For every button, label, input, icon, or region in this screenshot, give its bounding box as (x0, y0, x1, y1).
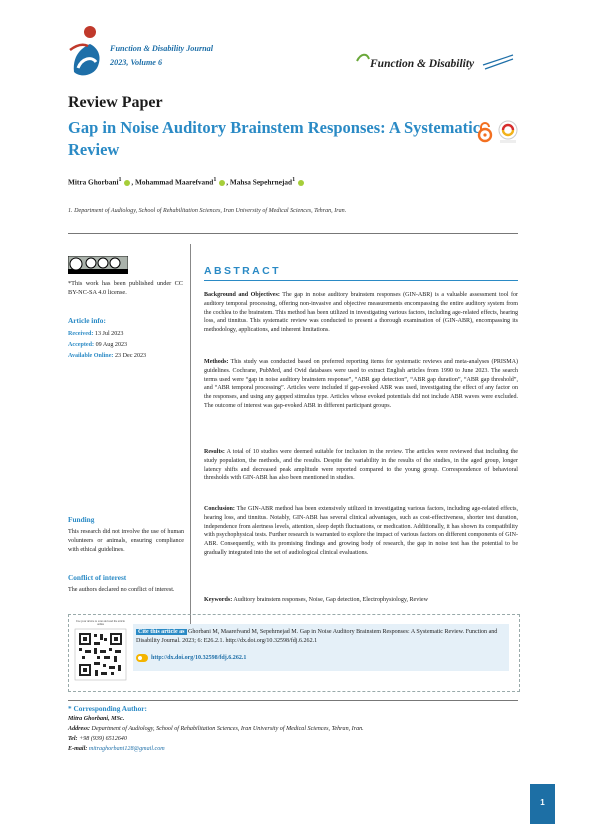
corresponding-address (68, 726, 364, 732)
received-date: 13 Jul 2023 (94, 331, 124, 337)
results-label: Results: (204, 449, 225, 455)
header-divider (68, 233, 518, 234)
affiliation: 1. Department of Audiology, School of Rehabilitation Sciences, Iran University of Medical Sciences, Tehran, Iran. (68, 208, 347, 214)
keywords-text: Auditory brainstem responses, Noise, Gap detection, Electrophysiology, Review (233, 597, 428, 603)
orcid-icon[interactable] (219, 180, 225, 186)
funding-text: This research did not involve the use of human volunteers or animals, ensuring compliance with ethical guidelines. (68, 529, 184, 553)
received-label: Received: (68, 331, 94, 337)
author-list: Mitra Ghorbani$^1$ , Mohammad Maarefvand$^1$ , Mahsa Sepehrnejad$^1$ (68, 177, 305, 186)
funding-heading: Funding (68, 515, 95, 524)
abstract-methods (204, 358, 518, 411)
journal-name: Function & Disability Journal (110, 44, 214, 53)
qr-caption: Use your device to scan and read the article online (76, 620, 125, 627)
methods-label: Methods: (204, 359, 229, 365)
keywords-label: Keywords: (204, 597, 233, 603)
abstract-results (204, 448, 518, 483)
results-text: A total of 10 studies were deemed suitable for inclusion in the review. The articles were reviewed that including the study population, the methods, and the results. Despite the variability in the results of the studies, in the aged group, longer latency shifts and decreased peak amplitude were reported compared to the young group. Correspondence of behavioral thresholds with GIN-ABR has also been mentioned in studies. (204, 449, 518, 482)
methods-text: This study was conducted based on preferred reporting items for systematic reviews and meta-analyses (PRISMA) guidelines. Cochrane, PubMed, and Ovid databases were used to extract English articles from 1990 to June 2023. The search terms used were “gap in noise auditory brainstem response”, “ABR gap detection”, “ABR gap duration”, “ABR gap threshold”, and “ABR temporal processing”. Articles were included if gap-evoked ABR was used, investigating the effect of any factor on the responses, and using any gapped stimulus type. Articles whose evoked potentials did not include ABR waves were excluded. The outcome of interest was gap-evoked ABR in different participant groups. (204, 359, 518, 409)
author-3[interactable]: Mahsa Sepehrnejad (229, 177, 293, 187)
doi-icon (136, 654, 148, 662)
article-info-heading: Article info: (68, 316, 106, 325)
crossmark-icon[interactable] (497, 120, 519, 144)
address-value: Department of Audiology, School of Rehabilitation Sciences, Iran University of Medical Sciences, Tehran, Iran. (91, 726, 364, 732)
background-text: The gap in noise auditory brainstem responses (GIN-ABR) is a valuable assessment tool for auditory temporal processing, offering non-invasive and objective measurements encompassing the entire auditory system from the cochlea to the brainstem. This method has been utilized in investigating various factors, including age-related effects, hearing loss, and tinnitus. This systematic review was conducted to present a thorough examination of (GIN-ABR), encompassing its methodology, applications, and inherent limitations. (204, 292, 518, 334)
conclusion-text: The GIN-ABR method has been extensively utilized in investigating various factors, including age-related effects, hearing loss, and tinnitus. Notably, GIN-ABR has several clinical advantages, such as cost-effectiveness, shorter test duration, independence from alertness levels, attention, sleep depth fluctuations, or medication. Additionally, it has shown its compatibility with psychophysical tests. Further research is warranted to explore the impact of various factors on different components of GIN-ABR. Consequently, with its promising findings and growing body of research, the gap in noise test has the potential to be gradually integrated into the set of audiological clinical evaluations. (204, 506, 518, 556)
journal-header (110, 42, 310, 71)
abstract-keywords (204, 596, 518, 605)
article-dates (68, 329, 146, 362)
abstract-background (204, 291, 518, 335)
cc-license-badge (68, 256, 128, 274)
cite-text (136, 628, 504, 646)
background-label: Background and Objectives: (204, 292, 280, 298)
abstract-conclusion (204, 505, 518, 558)
conclusion-label: Conclusion: (204, 506, 235, 512)
author-1[interactable]: Mitra Ghorbani (68, 177, 119, 187)
author-2[interactable]: Mohammad Maarefvand (135, 177, 214, 187)
tel-value: +98 (939) 6512640 (79, 736, 127, 742)
open-access-icon (476, 121, 494, 143)
journal-issue: 2023, Volume 6 (110, 58, 163, 68)
online-label: Available Online: (68, 352, 114, 359)
cite-label: Cite this article as (138, 629, 185, 635)
address-label: Address: (68, 726, 91, 732)
cite-reference: Ghorbani M, Maarefvand M, Sepehrnejad M. Gap in Noise Auditory Brainstem Responses: A Systematic Review. Function and Disability Journal. 2023; 6: E26.2.1. http://dx.doi.org/10.32598/fdj.6.262.1 (136, 629, 498, 645)
conflict-heading: Conflict of interest (68, 573, 127, 582)
paper-type: Review Paper (68, 94, 163, 111)
qr-code-icon[interactable] (74, 620, 127, 684)
corresponding-tel (68, 736, 127, 742)
orcid-icon[interactable] (298, 180, 304, 186)
logo-wordmark: Function & Disability (370, 58, 475, 70)
column-divider (190, 244, 191, 624)
corresponding-email (68, 746, 165, 752)
orcid-icon[interactable] (124, 180, 130, 186)
email-link[interactable]: mitraghorbani128@gmail.com (88, 746, 165, 752)
corresponding-name: Mitra Ghorbani, MSc. (68, 716, 125, 722)
abstract-heading: ABSTRACT (204, 265, 281, 277)
page-number: 1 (540, 798, 545, 807)
license-note: *This work has been published under CC BY-NC-SA 4.0 license. (68, 280, 183, 296)
accepted-date: 09 Aug 2023 (95, 341, 128, 348)
conflict-text: The authors declared no conflict of interest. (68, 587, 175, 593)
paper-title: Gap in Noise Auditory Brainstem Responses: A Systematic Review (68, 118, 481, 159)
accepted-label: Accepted: (68, 341, 95, 348)
journal-logo (68, 22, 108, 78)
email-label: E-mail: (68, 746, 88, 752)
doi-link[interactable]: http://dx.doi.org/10.32598/fdj.6.262.1 (151, 655, 247, 661)
corresponding-heading: * Corresponding Author: (68, 704, 147, 713)
abstract-underline (204, 280, 518, 281)
correspondence-divider (68, 700, 518, 701)
tel-label: Tel: (68, 736, 78, 742)
online-date: 23 Dec 2023 (114, 352, 147, 359)
